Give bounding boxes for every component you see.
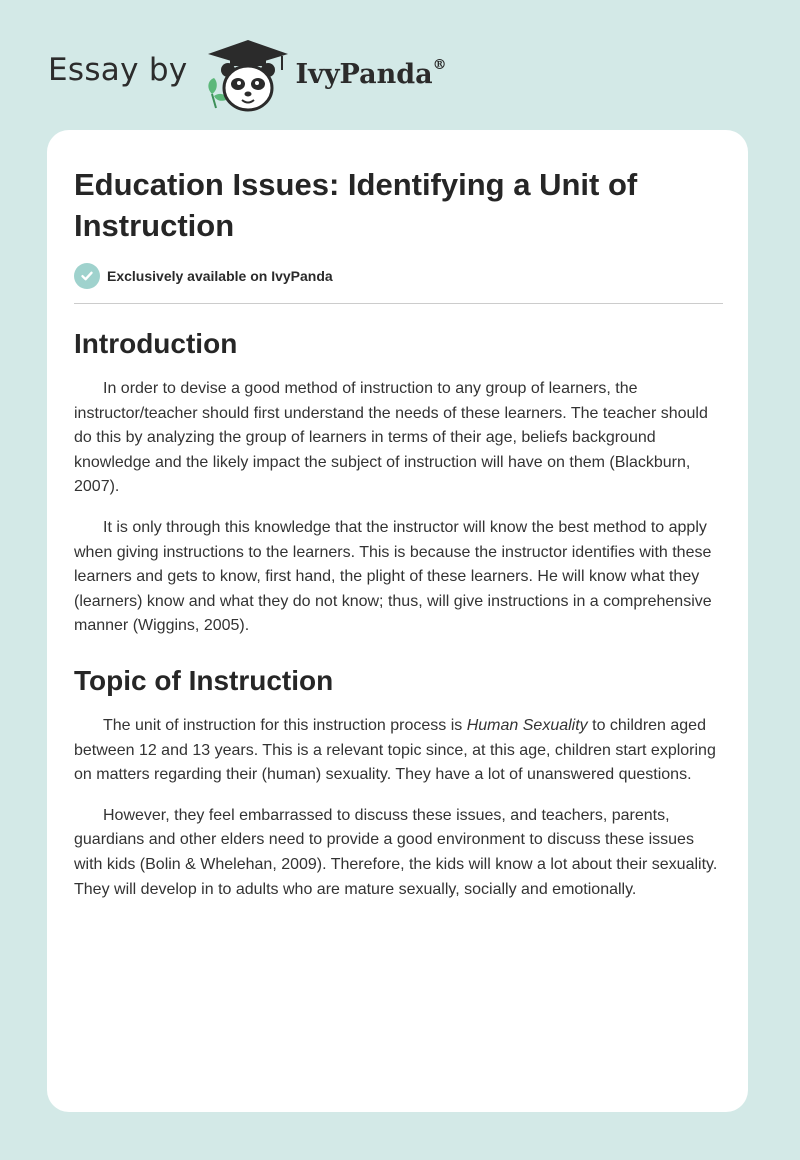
paragraph: However, they feel embarrassed to discuss these issues, and teachers, parents, guardians and other elders need to provide a good environment to discuss these issues with kids (Bolin & Whelehan, 2009). Therefore, the kids will know a lot about their sexuality. They will develop in to adults who are mature sexually, socially and emotionally. [74, 806, 718, 898]
section-heading-introduction: Introduction [74, 328, 238, 359]
paragraph: In order to devise a good method of instruction to any group of learners, the instructor/teacher should first understand the needs of these learners. The teacher should do this by analyzing the group of learners in terms of their age, beliefs background knowledge and the likely impact the subject of instruction will have on them (Blackburn, 2007). [74, 380, 708, 496]
italic-topic: Human Sexuality [466, 716, 588, 734]
section-heading-topic: Topic of Instruction [74, 664, 334, 696]
check-circle-icon [74, 263, 100, 289]
exclusive-badge [74, 263, 333, 289]
site-header [48, 36, 447, 116]
paragraph: It is only through this knowledge that the instructor will know the best method to apply when giving instructions to the learners. This is because the instructor identifies with these learners and gets to know, first hand, the plight of these learners. He will know what they (learners) know and what they do not know; thus, will give instructions in a comprehensive manner (Wiggins, 2005). [74, 518, 712, 635]
registered-mark: ® [432, 56, 447, 73]
essay-card [47, 130, 748, 1112]
badge-text: Exclusively available on IvyPanda [107, 268, 333, 284]
divider [74, 303, 723, 304]
brand-text: IvyPanda [295, 58, 433, 90]
panda-graduate-logo-icon[interactable] [202, 38, 294, 114]
essay-body [74, 324, 724, 918]
paragraph-text: The unit of instruction for this instruction process is [103, 716, 467, 734]
essay-by-label: Essay by [48, 52, 188, 88]
essay-title: Education Issues: Identifying a Unit of Instruction [74, 167, 638, 243]
paragraph [74, 714, 724, 788]
brand-name[interactable] [295, 56, 447, 90]
paragraph-text: to children aged between 12 and 13 years. This is a relevant topic since, at this age, children start exploring on matters regarding their (human) sexuality. They have a lot of unanswered questions. [74, 716, 716, 784]
